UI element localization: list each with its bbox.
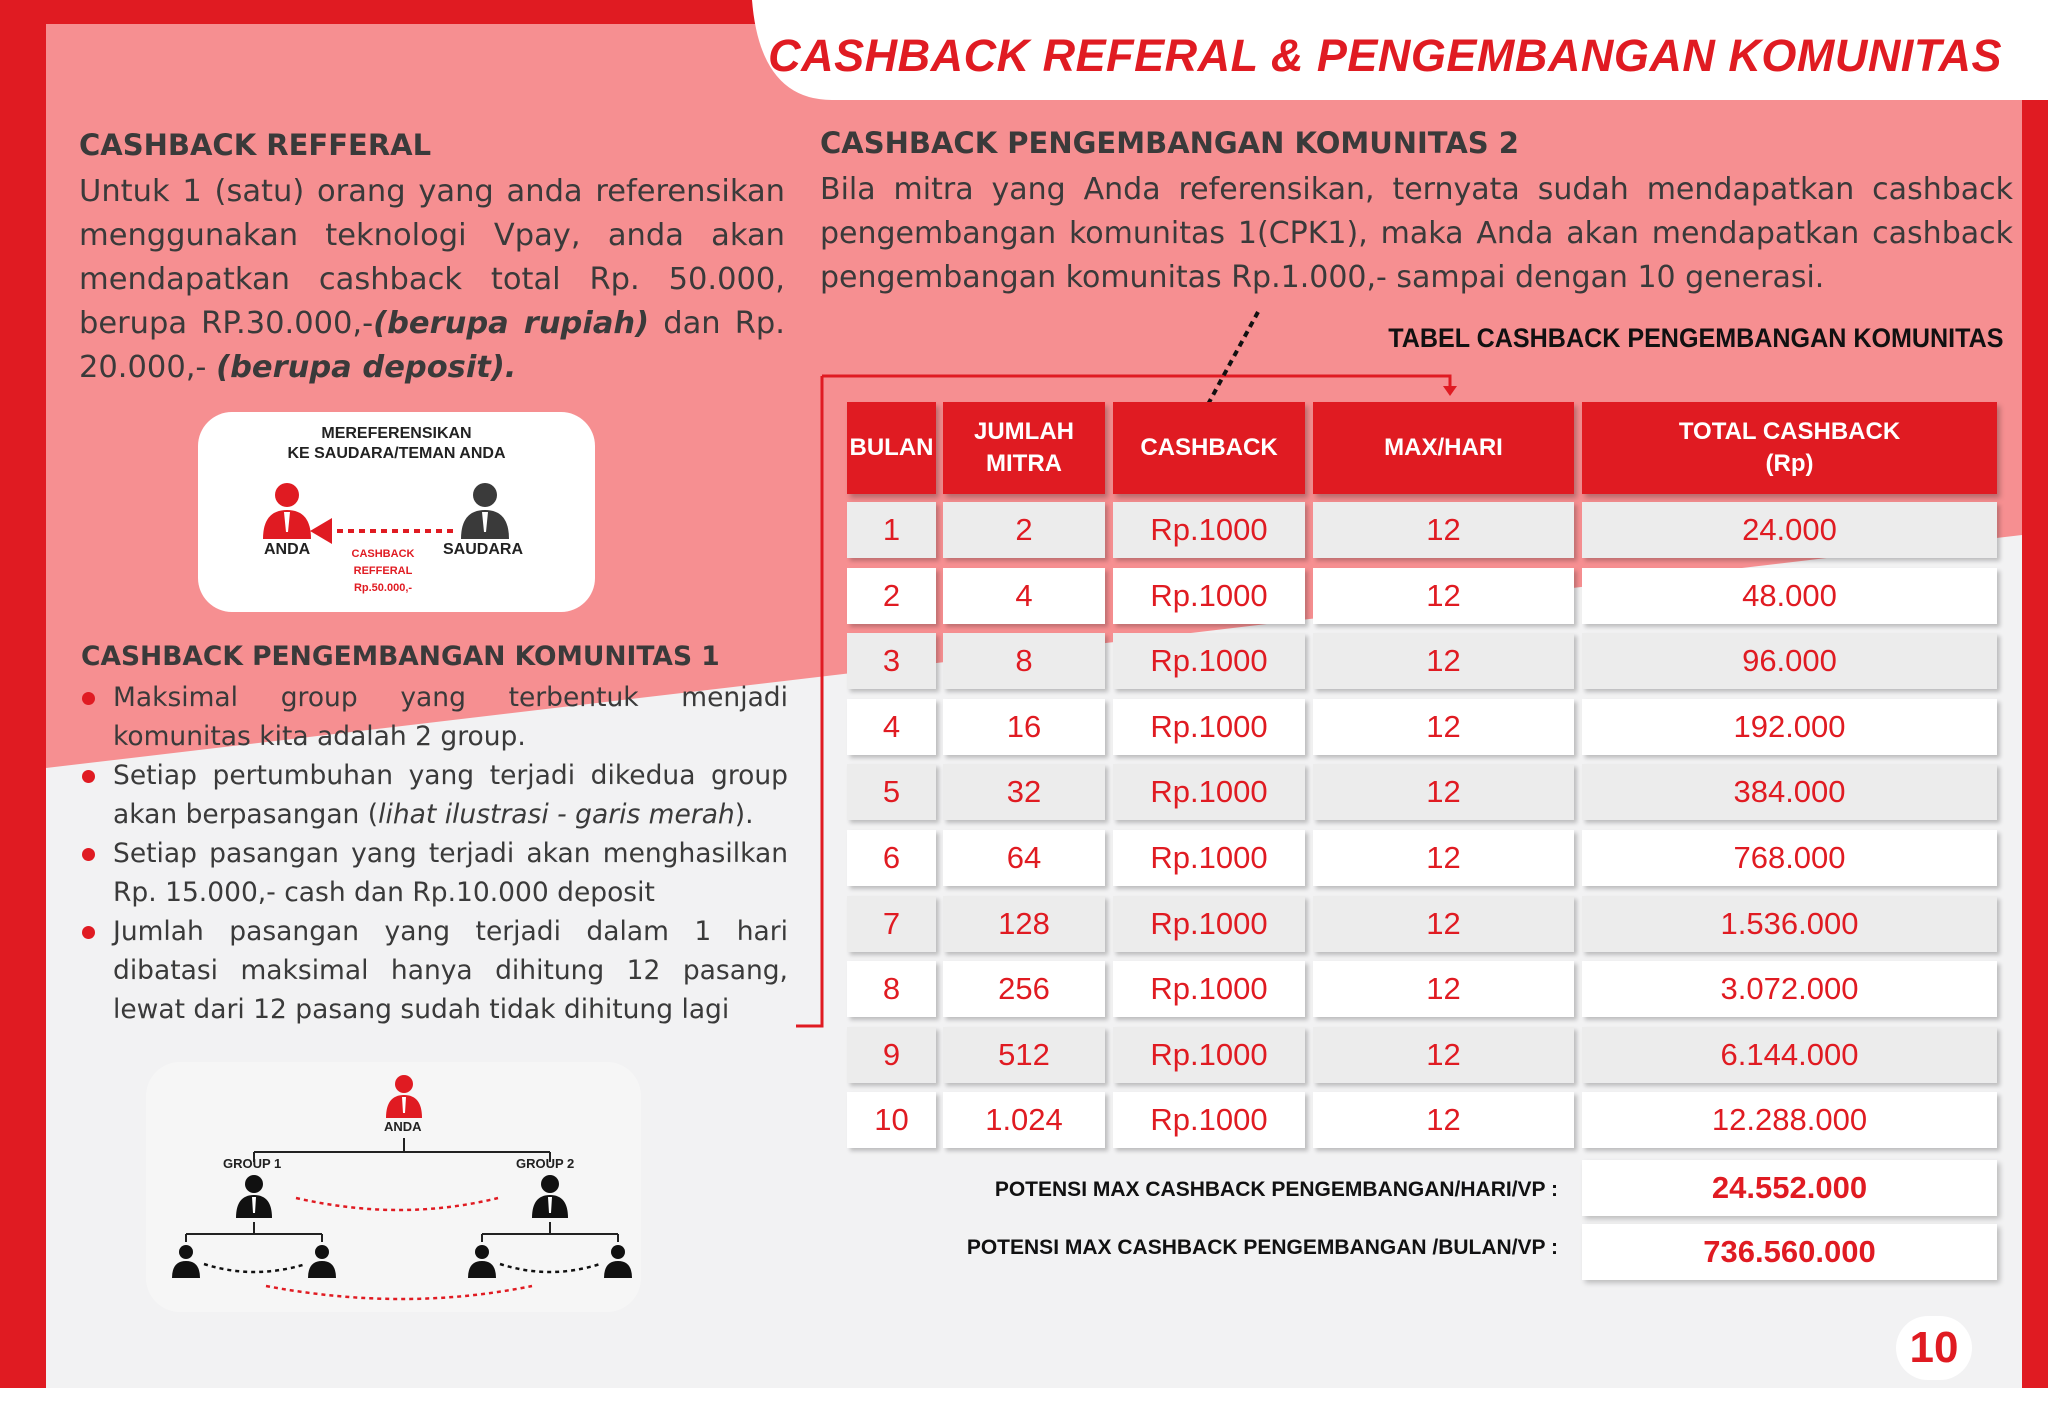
group-illustration-card: [146, 1062, 641, 1312]
table-cell-bulan: 3: [847, 633, 936, 689]
list-item: Setiap pasangan yang terjadi akan menghasilkan Rp. 15.000,- cash dan Rp.10.000 deposit: [80, 834, 788, 912]
red-pair-line: [296, 1198, 498, 1210]
table-cell-mitra: 16: [943, 699, 1105, 755]
bullet-dot-icon: [82, 926, 95, 939]
col-header-bulan: BULAN: [847, 402, 936, 494]
referral-illustration-card: [198, 412, 595, 612]
black-pair-line: [500, 1264, 600, 1272]
list-item: Maksimal group yang terbentuk menjadi komunitas kita adalah 2 group.: [80, 678, 788, 756]
page-number: 10: [1896, 1316, 1972, 1380]
group-you-label: ANDA: [384, 1119, 422, 1134]
table-cell-cashback: Rp.1000: [1113, 502, 1305, 558]
col-header-max-hari: MAX/HARI: [1313, 402, 1574, 494]
table-cell-bulan: 8: [847, 961, 936, 1017]
potential-monthly-value: 736.560.000: [1582, 1224, 1997, 1280]
table-cell-mitra: 256: [943, 961, 1105, 1017]
table-cell-cashback: Rp.1000: [1113, 699, 1305, 755]
table-cell-max: 12: [1313, 568, 1574, 624]
col-header-jumlah-mitra: JUMLAH MITRA: [943, 402, 1105, 494]
table-cell-max: 12: [1313, 1027, 1574, 1083]
member-icon: [172, 1245, 632, 1278]
table-cell-cashback: Rp.1000: [1113, 961, 1305, 1017]
table-cell-total: 6.144.000: [1582, 1027, 1997, 1083]
table-cell-mitra: 128: [943, 896, 1105, 952]
table-cell-bulan: 9: [847, 1027, 936, 1083]
list-item: Setiap pertumbuhan yang terjadi dikedua group akan berpasangan (lihat ilustrasi - garis merah).: [80, 756, 788, 834]
table-cell-mitra: 32: [943, 764, 1105, 820]
col-header-total-cashback: TOTAL CASHBACK (Rp): [1582, 402, 1997, 494]
table-cell-bulan: 5: [847, 764, 936, 820]
you-label: ANDA: [264, 541, 311, 558]
relative-person-icon: [461, 483, 509, 539]
referral-cashback-note: CASHBACK REFFERAL Rp.50.000,-: [351, 548, 415, 594]
group1-leader-icon: [236, 1175, 272, 1218]
table-cell-max: 12: [1313, 502, 1574, 558]
table-cell-max: 12: [1313, 764, 1574, 820]
table-cell-max: 12: [1313, 633, 1574, 689]
table-cell-mitra: 64: [943, 830, 1105, 886]
emphasis-rupiah: (berupa rupiah): [373, 306, 650, 341]
group-tree: [146, 1062, 641, 1312]
table-cell-mitra: 1.024: [943, 1092, 1105, 1148]
table-cell-bulan: 2: [847, 568, 936, 624]
potential-monthly-label: POTENSI MAX CASHBACK PENGEMBANGAN /BULAN/VP :: [966, 1236, 1558, 1259]
table-cell-bulan: 1: [847, 502, 936, 558]
table-cell-bulan: 10: [847, 1092, 936, 1148]
community-2-heading: CASHBACK PENGEMBANGAN KOMUNITAS 2: [820, 126, 1519, 160]
potential-daily-value: 24.552.000: [1582, 1160, 1997, 1216]
table-cell-max: 12: [1313, 830, 1574, 886]
table-cell-mitra: 8: [943, 633, 1105, 689]
page-title: CASHBACK REFERAL & PENGEMBANGAN KOMUNITAS: [768, 30, 2002, 81]
you-person-icon: [386, 1075, 422, 1118]
community-1-heading: CASHBACK PENGEMBANGAN KOMUNITAS 1: [81, 641, 720, 672]
table-cell-bulan: 7: [847, 896, 936, 952]
table-cell-total: 192.000: [1582, 699, 1997, 755]
you-person-icon: [263, 483, 311, 539]
relative-label: SAUDARA: [443, 541, 523, 558]
group1-label: GROUP 1: [223, 1156, 282, 1171]
table-cell-total: 96.000: [1582, 633, 1997, 689]
table-cell-total: 12.288.000: [1582, 1092, 1997, 1148]
table-cell-cashback: Rp.1000: [1113, 1092, 1305, 1148]
table-cell-max: 12: [1313, 896, 1574, 952]
table-cell-cashback: Rp.1000: [1113, 1027, 1305, 1083]
table-cell-cashback: Rp.1000: [1113, 830, 1305, 886]
bullet-dot-icon: [82, 692, 95, 705]
table-cell-total: 48.000: [1582, 568, 1997, 624]
table-cell-mitra: 4: [943, 568, 1105, 624]
table-cell-mitra: 2: [943, 502, 1105, 558]
community-1-bullets: [80, 678, 788, 1029]
left-arrow-icon: [310, 518, 332, 544]
table-cell-cashback: Rp.1000: [1113, 633, 1305, 689]
table-cell-total: 1.536.000: [1582, 896, 1997, 952]
black-pair-line: [204, 1264, 306, 1272]
red-pair-line: [266, 1286, 532, 1299]
table-cell-max: 12: [1313, 699, 1574, 755]
col-header-cashback: CASHBACK: [1113, 402, 1305, 494]
table-cell-cashback: Rp.1000: [1113, 896, 1305, 952]
table-cell-max: 12: [1313, 1092, 1574, 1148]
list-item: Jumlah pasangan yang terjadi dalam 1 hari dibatasi maksimal hanya dihitung 12 pasang, lewat dari 12 pasang sudah tidak dihitung lagi: [80, 912, 788, 1029]
table-cell-cashback: Rp.1000: [1113, 568, 1305, 624]
bullet-dot-icon: [82, 848, 95, 861]
cashback-referral-heading: CASHBACK REFFERAL: [79, 128, 432, 162]
bullet-dot-icon: [82, 770, 95, 783]
table-cell-cashback: Rp.1000: [1113, 764, 1305, 820]
group2-leader-icon: [532, 1175, 568, 1218]
potential-daily-label: POTENSI MAX CASHBACK PENGEMBANGAN/HARI/VP :: [994, 1178, 1558, 1201]
table-cell-max: 12: [1313, 961, 1574, 1017]
table-cell-total: 384.000: [1582, 764, 1997, 820]
cashback-referral-text: Untuk 1 (satu) orang yang anda referensikan menggunakan teknologi Vpay, anda akan mendapatkan cashback total Rp. 50.000, berupa RP.30.000,-(berupa rupiah) dan Rp. 20.000,- (berupa deposit).: [79, 174, 785, 385]
table-cell-total: 3.072.000: [1582, 961, 1997, 1017]
emphasis-deposit: (berupa deposit).: [216, 350, 517, 385]
referral-illustration-title: MEREFERENSIKAN KE SAUDARA/TEMAN ANDA: [287, 425, 506, 462]
community-2-text: Bila mitra yang Anda referensikan, ternyata sudah mendapatkan cashback pengembangan komunitas 1(CPK1), maka Anda akan mendapatkan cashback pengembangan komunitas Rp.1.000,- sampai dengan 10 generasi.: [820, 172, 2013, 295]
table-cell-mitra: 512: [943, 1027, 1105, 1083]
table-cell-total: 768.000: [1582, 830, 1997, 886]
group2-label: GROUP 2: [516, 1156, 575, 1171]
table-cell-bulan: 6: [847, 830, 936, 886]
table-cell-bulan: 4: [847, 699, 936, 755]
table-cell-total: 24.000: [1582, 502, 1997, 558]
table-title: TABEL CASHBACK PENGEMBANGAN KOMUNITAS: [1387, 323, 2003, 353]
